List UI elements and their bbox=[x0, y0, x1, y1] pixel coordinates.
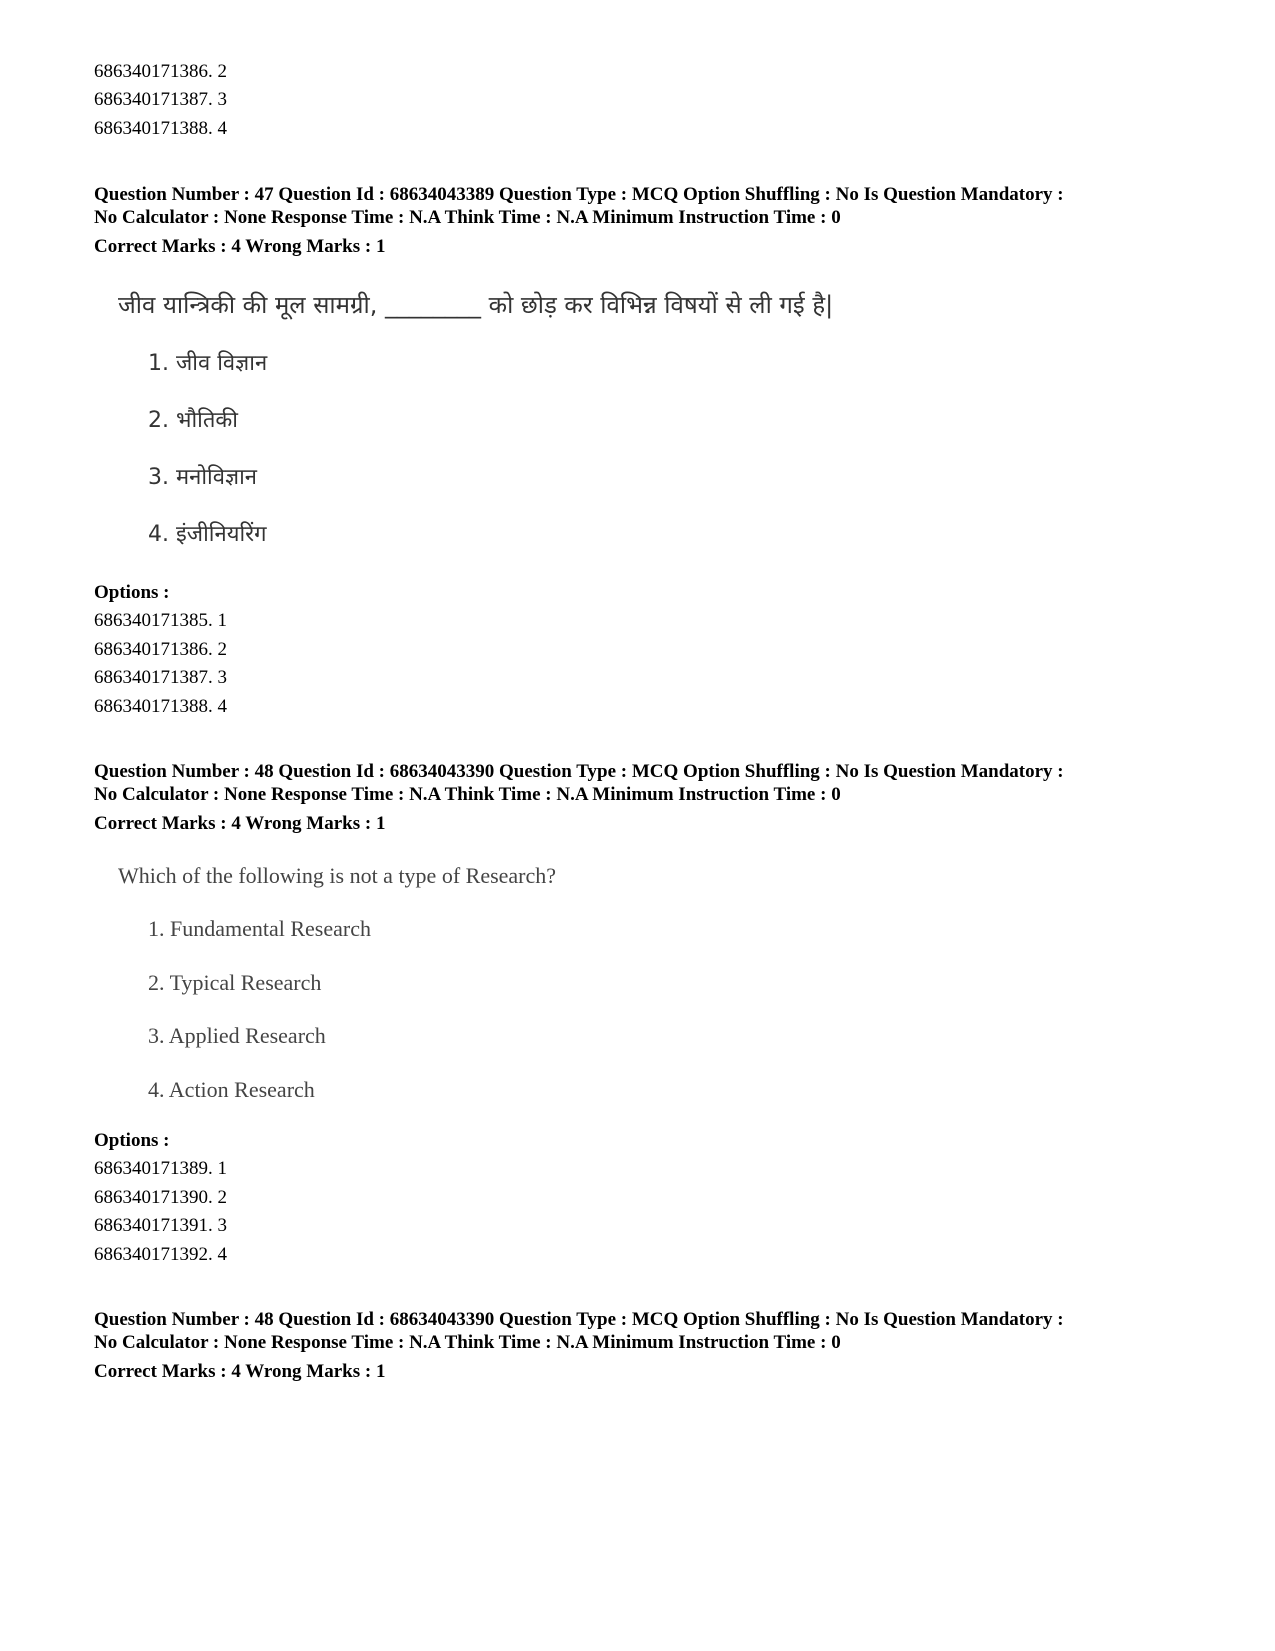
question-marks: Correct Marks : 4 Wrong Marks : 1 bbox=[94, 236, 386, 257]
question-choice: 4. Action Research bbox=[148, 1077, 315, 1102]
question-text: जीव यान्त्रिकी की मूल सामग्री, ________ को छोड़ कर विभिन्न विषयों से ली गई है| bbox=[118, 291, 834, 319]
option-line: 686340171392. 4 bbox=[94, 1244, 227, 1265]
question-header-line1: Question Number : 48 Question Id : 68634043390 Question Type : MCQ Option Shuffling : No Is Question Mandatory : bbox=[94, 1309, 1064, 1330]
option-line: 686340171387. 3 bbox=[94, 89, 227, 110]
question-choice: 4. इंजीनियरिंग bbox=[148, 522, 267, 547]
option-line: 686340171386. 2 bbox=[94, 61, 227, 82]
question-header-line2: No Calculator : None Response Time : N.A Think Time : N.A Minimum Instruction Time : 0 bbox=[94, 207, 841, 228]
question-choice: 1. जीव विज्ञान bbox=[148, 351, 268, 376]
question-choice: 3. मनोविज्ञान bbox=[148, 465, 257, 490]
option-line: 686340171386. 2 bbox=[94, 639, 227, 660]
question-choice: 2. Typical Research bbox=[148, 970, 322, 995]
question-header-line2: No Calculator : None Response Time : N.A Think Time : N.A Minimum Instruction Time : 0 bbox=[94, 784, 841, 805]
question-header-line1: Question Number : 47 Question Id : 68634043389 Question Type : MCQ Option Shuffling : No Is Question Mandatory : bbox=[94, 184, 1064, 205]
option-line: 686340171385. 1 bbox=[94, 610, 227, 631]
question-choice: 3. Applied Research bbox=[148, 1023, 326, 1048]
options-label: Options : bbox=[94, 582, 170, 603]
options-label: Options : bbox=[94, 1130, 170, 1151]
question-text: Which of the following is not a type of Research? bbox=[118, 863, 557, 888]
option-line: 686340171388. 4 bbox=[94, 118, 227, 139]
option-line: 686340171391. 3 bbox=[94, 1215, 227, 1236]
option-line: 686340171388. 4 bbox=[94, 696, 227, 717]
question-choice: 2. भौतिकी bbox=[148, 408, 238, 433]
option-line: 686340171390. 2 bbox=[94, 1187, 227, 1208]
question-choice: 1. Fundamental Research bbox=[148, 916, 371, 941]
option-line: 686340171389. 1 bbox=[94, 1158, 227, 1179]
question-header-line2: No Calculator : None Response Time : N.A Think Time : N.A Minimum Instruction Time : 0 bbox=[94, 1332, 841, 1353]
question-header-line1: Question Number : 48 Question Id : 68634043390 Question Type : MCQ Option Shuffling : No Is Question Mandatory : bbox=[94, 761, 1064, 782]
question-marks: Correct Marks : 4 Wrong Marks : 1 bbox=[94, 1361, 386, 1382]
question-marks: Correct Marks : 4 Wrong Marks : 1 bbox=[94, 813, 386, 834]
option-line: 686340171387. 3 bbox=[94, 667, 227, 688]
